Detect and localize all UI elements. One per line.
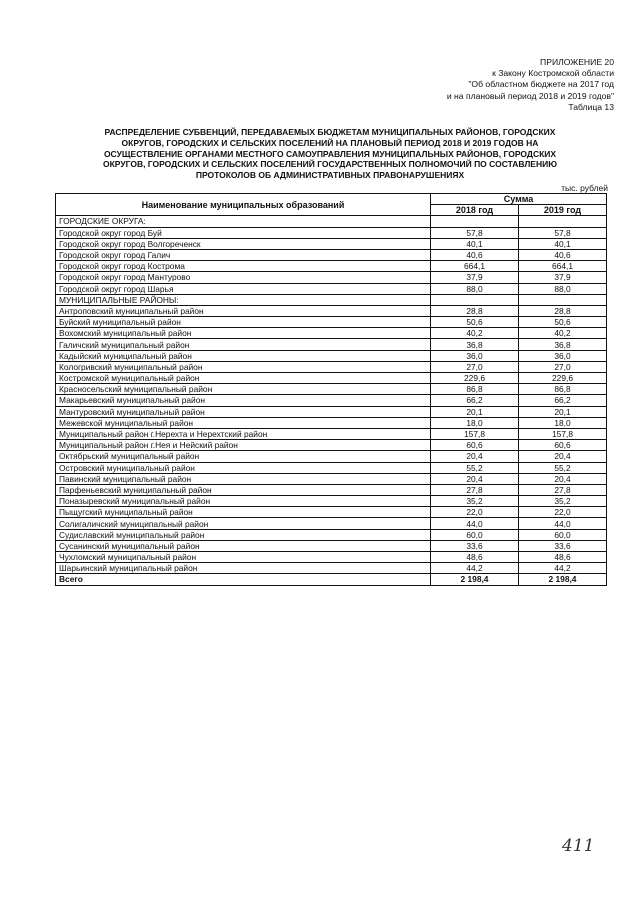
amount-2019: 48,6 bbox=[519, 552, 607, 563]
amount-2019: 60,0 bbox=[519, 529, 607, 540]
total-2018: 2 198,4 bbox=[431, 574, 519, 585]
municipality-name: Шарьинский муниципальный район bbox=[56, 563, 431, 574]
section-label: ГОРОДСКИЕ ОКРУГА: bbox=[56, 216, 431, 227]
municipality-name: Красносельский муниципальный район bbox=[56, 384, 431, 395]
table-row bbox=[56, 507, 607, 518]
amount-2019: 50,6 bbox=[519, 317, 607, 328]
table-row bbox=[56, 496, 607, 507]
table-row bbox=[56, 473, 607, 484]
table-row bbox=[56, 339, 607, 350]
amount-2019: 20,4 bbox=[519, 473, 607, 484]
section-label: МУНИЦИПАЛЬНЫЕ РАЙОНЫ: bbox=[56, 294, 431, 305]
amount-2019: 20,4 bbox=[519, 451, 607, 462]
amount-2019: 55,2 bbox=[519, 462, 607, 473]
municipality-name: Муниципальный район г.Нея и Нейский район bbox=[56, 440, 431, 451]
municipality-name: Павинский муниципальный район bbox=[56, 473, 431, 484]
table-row bbox=[56, 484, 607, 495]
amount-2019: 66,2 bbox=[519, 395, 607, 406]
amount-2019: 664,1 bbox=[519, 261, 607, 272]
amount-2018: 66,2 bbox=[431, 395, 519, 406]
amount-2018: 27,8 bbox=[431, 484, 519, 495]
title-line: ОКРУГОВ, ГОРОДСКИХ И СЕЛЬСКИХ ПОСЕЛЕНИЙ НА ПЛАНОВЫЙ ПЕРИОД 2018 И 2019 ГОДОВ НА bbox=[121, 137, 539, 148]
table-row bbox=[56, 563, 607, 574]
municipality-name: Макарьевский муниципальный район bbox=[56, 395, 431, 406]
table-row bbox=[56, 451, 607, 462]
municipality-name: Мантуровский муниципальный район bbox=[56, 406, 431, 417]
table-row bbox=[56, 305, 607, 316]
amount-2018: 36,0 bbox=[431, 350, 519, 361]
table-row bbox=[56, 249, 607, 260]
municipality-name: Островский муниципальный район bbox=[56, 462, 431, 473]
municipality-name: Поназыревский муниципальный район bbox=[56, 496, 431, 507]
municipality-name: Октябрьский муниципальный район bbox=[56, 451, 431, 462]
amount-2018: 35,2 bbox=[431, 496, 519, 507]
amount-2018: 20,1 bbox=[431, 406, 519, 417]
table-row bbox=[56, 440, 607, 451]
amount-2019: 229,6 bbox=[519, 373, 607, 384]
title-line: РАСПРЕДЕЛЕНИЕ СУБВЕНЦИЙ, ПЕРЕДАВАЕМЫХ БЮДЖЕТАМ МУНИЦИПАЛЬНЫХ РАЙОНОВ, ГОРОДСКИХ bbox=[104, 127, 556, 137]
amount-2018: 20,4 bbox=[431, 451, 519, 462]
amount-2019: 35,2 bbox=[519, 496, 607, 507]
empty-cell bbox=[519, 216, 607, 227]
municipality-name: Кологривский муниципальный район bbox=[56, 361, 431, 372]
municipality-name: Антроповский муниципальный район bbox=[56, 305, 431, 316]
municipality-name: Городской округ город Галич bbox=[56, 249, 431, 260]
table-row bbox=[56, 350, 607, 361]
municipality-name: Городской округ город Буй bbox=[56, 227, 431, 238]
document-title bbox=[60, 127, 600, 181]
table-row bbox=[56, 395, 607, 406]
table-row bbox=[56, 529, 607, 540]
total-row bbox=[56, 574, 607, 585]
municipality-name: Парфеньевский муниципальный район bbox=[56, 484, 431, 495]
appendix-header bbox=[447, 57, 614, 113]
table-row bbox=[56, 406, 607, 417]
section-row bbox=[56, 216, 607, 227]
appendix-period: и на плановый период 2018 и 2019 годов" bbox=[446, 90, 614, 101]
municipality-name: Сусанинский муниципальный район bbox=[56, 540, 431, 551]
table-row bbox=[56, 317, 607, 328]
amount-2019: 18,0 bbox=[519, 417, 607, 428]
amount-2019: 20,1 bbox=[519, 406, 607, 417]
amount-2018: 20,4 bbox=[431, 473, 519, 484]
header-name: Наименование муниципальных образований bbox=[56, 194, 431, 216]
amount-2018: 50,6 bbox=[431, 317, 519, 328]
municipality-name: Чухломский муниципальный район bbox=[56, 552, 431, 563]
municipality-name: Солигаличский муниципальный район bbox=[56, 518, 431, 529]
amount-2019: 44,0 bbox=[519, 518, 607, 529]
municipality-name: Вохомский муниципальный район bbox=[56, 328, 431, 339]
municipality-name: Межевской муниципальный район bbox=[56, 417, 431, 428]
header-year-2019: 2019 год bbox=[519, 205, 607, 216]
table-row bbox=[56, 428, 607, 439]
amount-2018: 229,6 bbox=[431, 373, 519, 384]
appendix-law: к Закону Костромской области bbox=[492, 68, 614, 79]
amount-2019: 88,0 bbox=[519, 283, 607, 294]
amount-2018: 18,0 bbox=[431, 417, 519, 428]
amount-2019: 28,8 bbox=[519, 305, 607, 316]
amount-2018: 28,8 bbox=[431, 305, 519, 316]
municipality-name: Кадыйский муниципальный район bbox=[56, 350, 431, 361]
amount-2018: 86,8 bbox=[431, 384, 519, 395]
amount-2018: 55,2 bbox=[431, 462, 519, 473]
amount-2018: 40,2 bbox=[431, 328, 519, 339]
table-row bbox=[56, 540, 607, 551]
amount-2018: 37,9 bbox=[431, 272, 519, 283]
amount-2019: 27,0 bbox=[519, 361, 607, 372]
municipality-name: Буйский муниципальный район bbox=[56, 317, 431, 328]
table-row bbox=[56, 518, 607, 529]
handwritten-page-number: 411 bbox=[562, 836, 595, 856]
empty-cell bbox=[431, 294, 519, 305]
municipality-name: Пыщугский муниципальный район bbox=[56, 507, 431, 518]
title-line: ОКРУГОВ, ГОРОДСКИХ И СЕЛЬСКИХ ПОСЕЛЕНИЙ ГОСУДАРСТВЕННЫХ ПОЛНОМОЧИЙ ПО СОСТАВЛЕНИЮ bbox=[102, 159, 557, 170]
table-row bbox=[56, 417, 607, 428]
table-body bbox=[56, 216, 607, 585]
municipality-name: Галичский муниципальный район bbox=[56, 339, 431, 350]
amount-2018: 27,0 bbox=[431, 361, 519, 372]
amount-2019: 36,0 bbox=[519, 350, 607, 361]
municipality-name: Муниципальный район г.Нерехта и Нерехтский район bbox=[56, 428, 431, 439]
appendix-number: ПРИЛОЖЕНИЕ 20 bbox=[540, 57, 614, 67]
amount-2018: 33,6 bbox=[431, 540, 519, 551]
table-row bbox=[56, 552, 607, 563]
table-row bbox=[56, 373, 607, 384]
table-row bbox=[56, 238, 607, 249]
amount-2019: 27,8 bbox=[519, 484, 607, 495]
municipality-name: Костромской муниципальный район bbox=[56, 373, 431, 384]
table-row bbox=[56, 283, 607, 294]
empty-cell bbox=[431, 216, 519, 227]
appendix-law-title: "Об областном бюджете на 2017 год bbox=[468, 79, 614, 90]
header-sum: Сумма bbox=[431, 194, 607, 205]
table-number: Таблица 13 bbox=[568, 101, 614, 112]
header-year-2018: 2018 год bbox=[431, 205, 519, 216]
amount-2019: 40,2 bbox=[519, 328, 607, 339]
amount-2019: 40,6 bbox=[519, 249, 607, 260]
amount-2019: 157,8 bbox=[519, 428, 607, 439]
amount-2018: 40,1 bbox=[431, 238, 519, 249]
amount-2018: 60,6 bbox=[431, 440, 519, 451]
total-label: Всего bbox=[56, 574, 431, 585]
amount-2018: 88,0 bbox=[431, 283, 519, 294]
total-2019: 2 198,4 bbox=[519, 574, 607, 585]
amount-2018: 48,6 bbox=[431, 552, 519, 563]
amount-2018: 36,8 bbox=[431, 339, 519, 350]
amount-2019: 40,1 bbox=[519, 238, 607, 249]
amount-2019: 36,8 bbox=[519, 339, 607, 350]
amount-2018: 44,0 bbox=[431, 518, 519, 529]
municipality-name: Городской округ город Мантурово bbox=[56, 272, 431, 283]
table-row bbox=[56, 227, 607, 238]
empty-cell bbox=[519, 294, 607, 305]
table-row bbox=[56, 328, 607, 339]
municipality-name: Городской округ город Шарья bbox=[56, 283, 431, 294]
amount-2019: 60,6 bbox=[519, 440, 607, 451]
table-row bbox=[56, 272, 607, 283]
amount-2018: 40,6 bbox=[431, 249, 519, 260]
amount-2018: 157,8 bbox=[431, 428, 519, 439]
table-row bbox=[56, 261, 607, 272]
table-row bbox=[56, 384, 607, 395]
subsidy-table bbox=[55, 193, 607, 586]
amount-2019: 22,0 bbox=[519, 507, 607, 518]
municipality-name: Городской округ город Волгореченск bbox=[56, 238, 431, 249]
units-label: тыс. рублей bbox=[561, 183, 608, 193]
amount-2019: 57,8 bbox=[519, 227, 607, 238]
amount-2019: 86,8 bbox=[519, 384, 607, 395]
title-line: ОСУЩЕСТВЛЕНИЕ ОРГАНАМИ МЕСТНОГО САМОУПРАВЛЕНИЯ МУНИЦИПАЛЬНЫХ РАЙОНОВ, ГОРОДСКИХ bbox=[103, 148, 557, 159]
municipality-name: Городской округ город Кострома bbox=[56, 261, 431, 272]
section-row bbox=[56, 294, 607, 305]
table-row bbox=[56, 462, 607, 473]
amount-2018: 60,0 bbox=[431, 529, 519, 540]
municipality-name: Судиславский муниципальный район bbox=[56, 529, 431, 540]
amount-2019: 37,9 bbox=[519, 272, 607, 283]
amount-2018: 664,1 bbox=[431, 261, 519, 272]
amount-2018: 44,2 bbox=[431, 563, 519, 574]
amount-2018: 57,8 bbox=[431, 227, 519, 238]
amount-2018: 22,0 bbox=[431, 507, 519, 518]
amount-2019: 44,2 bbox=[519, 563, 607, 574]
amount-2019: 33,6 bbox=[519, 540, 607, 551]
title-line: ПРОТОКОЛОВ ОБ АДМИНИСТРАТИВНЫХ ПРАВОНАРУШЕНИЯХ bbox=[195, 170, 465, 181]
table-row bbox=[56, 361, 607, 372]
